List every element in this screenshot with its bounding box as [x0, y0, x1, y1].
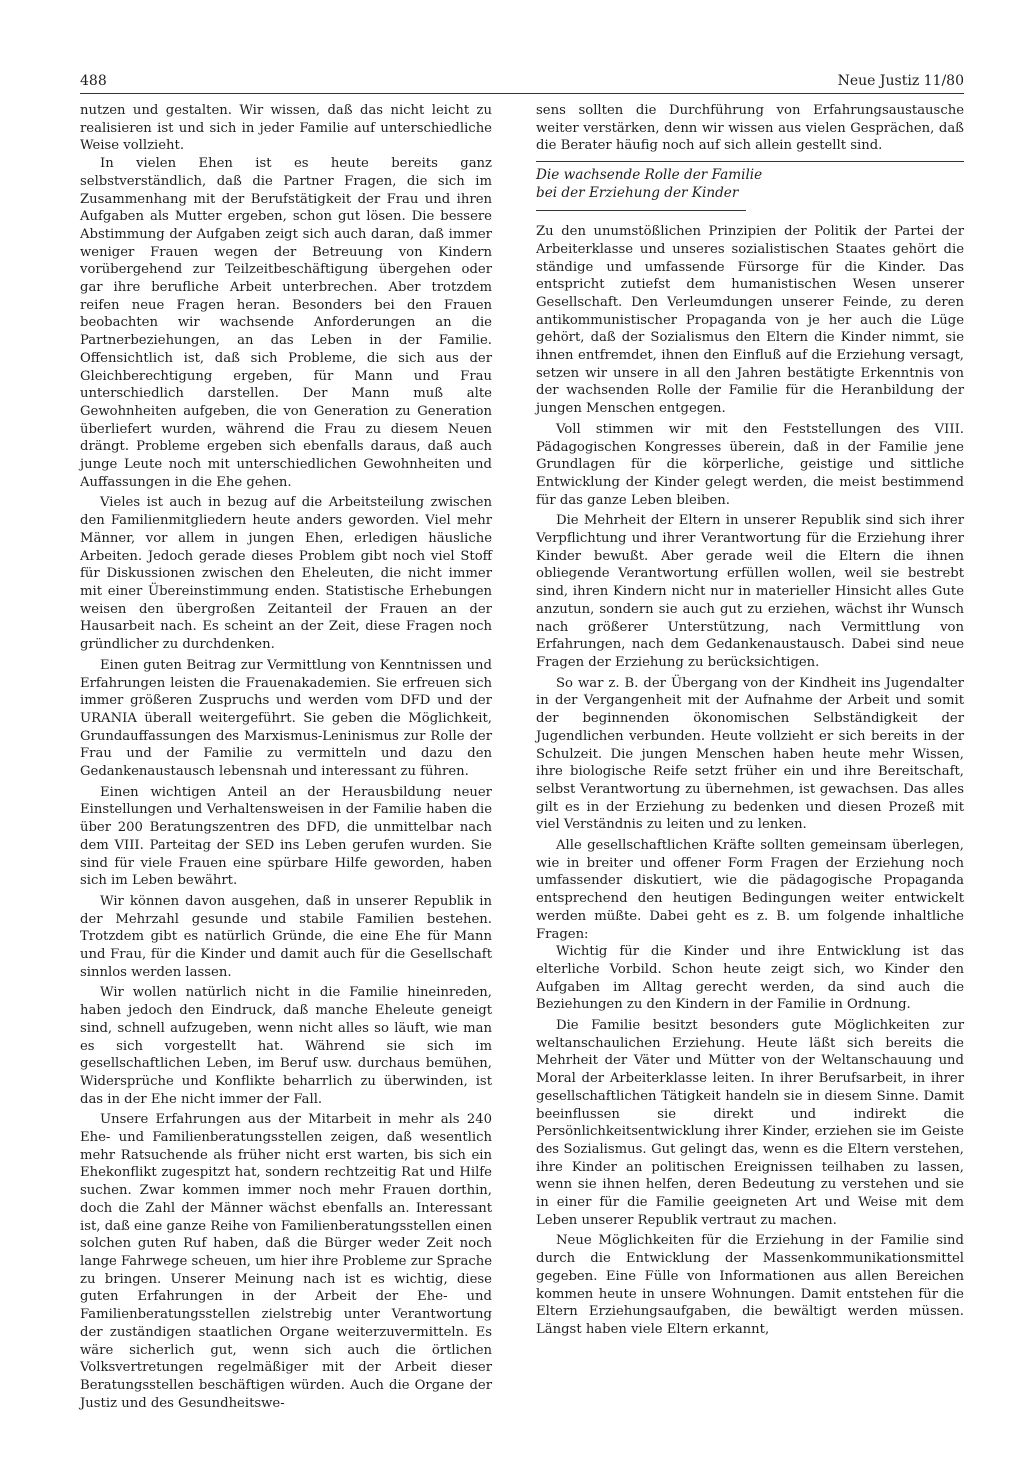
section-heading-line: Die wachsende Rolle der Familie [536, 167, 763, 184]
paragraph: Neue Möglichkeiten für die Erziehung in der Familie sind durch die Entwicklung der Massenkommunikationsmittel gegeben. Eine Fülle von Informationen aus allen Bereichen kommen heute in unsere Wohnungen. Damit entstehen für die Eltern Erziehungsaufgaben, die bewältigt werden müssen. Längst haben viele Eltern erkannt, [536, 1233, 964, 1337]
paragraph: Vieles ist auch in bezug auf die Arbeitsteilung zwischen den Familienmitgliedern heute anders geworden. Viel mehr Männer, vor allem in jungen Ehen, erledigen häusliche Arbeiten. Jedoch gerade dieses Problem gibt noch viel Stoff für Diskussionen zwischen den Eheleuten, die nicht immer mit einer Übereinstimmung enden. Statistische Erhebungen weisen den übergroßen Zeitanteil der Frauen an der Hausarbeit nach. Es scheint an der Zeit, diese Fragen noch gründlicher zu durchdenken. [80, 495, 492, 653]
paragraph: Wichtig für die Kinder und ihre Entwicklung ist das elterliche Vorbild. Schon heute zeigt sich, wo Kinder den Aufgaben im Alltag gerecht werden, da sind auch die Beziehungen zu den Kindern in der Familie in Ordnung. [536, 944, 964, 1013]
section-heading [536, 166, 964, 202]
paragraph: Wir können davon ausgehen, daß in unserer Republik in der Mehrzahl gesunde und stabile Familien bestehen. Trotzdem gibt es natürlich Gründe, die eine Ehe für Mann und Frau, für die Kinder und damit auch für die Gesellschaft sinnlos werden lassen. [80, 893, 492, 980]
paragraph: In vielen Ehen ist es heute bereits ganz selbstverständlich, daß die Partner Fragen, die sich im Zusammenhang mit der Berufstätigkeit der Frau und ihren Aufgaben als Mutter ergeben, schon gut lösen. Die bessere Abstimmung der Aufgaben zeigt sich auch daran, daß immer weniger Frauen wegen der Betreuung von Kindern vorübergehend zur Teilzeitbeschäftigung übergehen oder gar ihre berufliche Arbeit unterbrechen. Aber trotzdem reifen neue Fragen heran. Besonders bei den Frauen beobachten wir wachsende Anforderungen an die Partnerbeziehungen, an das Leben in der Familie. Offensichtlich ist, daß sich Probleme, die sich aus der Gleichberechtigung ergeben, für Mann und Frau unterschiedlich darstellen. Der Mann muß alte Gewohnheiten aufgeben, die von Generation zu Generation überliefert wurden, während die Frau zu diesem Neuen drängt. Probleme ergeben sich ebenfalls daraus, daß auch junge Leute noch mit unterschiedlichen Gewohnheiten und Auffassungen in die Ehe gehen. [80, 156, 492, 490]
paragraph: sens sollten die Durchführung von Erfahrungsaustausche weiter verstärken, denn wir wissen aus vielen Gesprächen, daß die Berater häufig noch auf sich allein gestellt sind. [536, 103, 964, 154]
paragraph: Zu den unumstößlichen Prinzipien der Politik der Partei der Arbeiterklasse und unseres sozialistischen Staates gehört die ständige und umfassende Fürsorge für die Kinder. Das entspricht zutiefst dem humanistischen Wesen unserer Gesellschaft. Den Verleumdungen unserer Feinde, zu deren antikommunistischer Propaganda von je her auch die Lüge gehört, daß der Sozialismus den Eltern die Kinder nimmt, sie ihnen entfremdet, ihnen den Einfluß auf die Erziehung versagt, setzen wir unsere in all den Jahren bestätigte Erkenntnis von der wachsenden Rolle der Familie für die Heranbildung der jungen Menschen entgegen. [536, 224, 964, 417]
right-column [536, 102, 964, 1339]
left-column [80, 102, 492, 1412]
paragraph: Die Familie besitzt besonders gute Möglichkeiten zur weltanschaulichen Erziehung. Heute läßt sich bereits die Mehrheit der Väter und Mütter von der Weltanschauung und Moral der Arbeiterklasse leiten. In ihrer Berufsarbeit, in ihrer gesellschaftlichen Tätigkeit handeln sie in diesem Sinne. Damit beeinflussen sie direkt und indirekt die Persönlichkeitsentwicklung ihrer Kinder, erziehen sie im Geiste des Sozialismus. Gut gelingt das, wenn es die Eltern verstehen, ihre Kinder an politischen Ereignissen teilhaben zu lassen, wenn sie ihnen helfen, deren Bedeutung zu verstehen und sie in einer für die Familie geeigneten Art und Weise mit dem Leben unserer Republik vertraut zu machen. [536, 1018, 964, 1228]
paragraph: Voll stimmen wir mit den Feststellungen des VIII. Pädagogischen Kongresses überein, daß in der Familie jene Grundlagen für die körperliche, geistige und sittliche Entwicklung der Kinder gelegt werden, die meist bestimmend für das ganze Leben bleiben. [536, 421, 964, 508]
header-rule [80, 93, 964, 94]
page-number: 488 [80, 73, 107, 89]
paragraph: nutzen und gestalten. Wir wissen, daß das nicht leicht zu realisieren ist und sich in jeder Familie auf unterschiedliche Weise vollzieht. [80, 103, 492, 154]
paragraph: So war z. B. der Übergang von der Kindheit ins Jugendalter in der Vergangenheit mit der Aufnahme der Arbeit und somit der beginnenden ökonomischen Selbständigkeit der Jugendlichen verbunden. Heute vollzieht er sich bereits in der Schulzeit. Die jungen Menschen haben heute mehr Wissen, ihre biologische Reife setzt früher ein und ihre Bereitschaft, selbst Verantwortung zu übernehmen, ist gewachsen. Das alles gilt es in der Erziehung zu bedenken und diesen Prozeß mit viel Verständnis zu leiten und zu lenken. [536, 675, 964, 833]
paragraph: Einen guten Beitrag zur Vermittlung von Kenntnissen und Erfahrungen leisten die Frauenakademien. Sie erfreuen sich immer größeren Zuspruchs und werden vom DFD und der URANIA überall weitergeführt. Sie geben die Möglichkeit, Grundauffassungen des Marxismus-Leninismus zur Rolle der Frau und der Familie zu vermitteln und dazu den Gedankenaustausch lebensnah und interessant zu führen. [80, 657, 492, 780]
paragraph: Die Mehrheit der Eltern in unserer Republik sind sich ihrer Verpflichtung und ihrer Verantwortung für die Erziehung ihrer Kinder bewußt. Aber gerade weil die Eltern die ihnen obliegende Verantwortung erfüllen wollen, weil sie bestrebt sind, ihren Kindern nicht nur in materieller Hinsicht alles Gute anzutun, sondern sie auch gut zu erziehen, wächst ihr Wunsch nach größerer Unterstützung, nach Vermittlung von Erfahrungen, nach dem Gedankenaustausch. Dabei sind neue Fragen der Erziehung zu berücksichtigen. [536, 513, 964, 670]
paragraph: Einen wichtigen Anteil an der Herausbildung neuer Einstellungen und Verhaltensweisen in der Familie haben die über 200 Beratungszentren des DFD, die unmittelbar nach dem VIII. Parteitag der SED ins Leben gerufen wurden. Sie sind für viele Frauen eine spürbare Hilfe geworden, haben sich im Leben bewährt. [80, 784, 492, 889]
section-heading-line: bei der Erziehung der Kinder [536, 185, 739, 202]
paragraph: Unsere Erfahrungen aus der Mitarbeit in mehr als 240 Ehe- und Familienberatungsstellen zeigen, daß wesentlich mehr Ratsuchende als früher nicht erst warten, bis sich ein Ehekonflikt zugespitzt hat, sondern rechtzeitig Rat und Hilfe suchen. Zwar kommen immer noch mehr Frauen dorthin, doch die Zahl der Männer wächst ebenfalls an. Interessant ist, daß eine ganze Reihe von Familienberatungsstellen einen solchen guten Ruf haben, daß die Bürger weder Zeit noch lange Fahrwege scheuen, um hier ihre Probleme zur Sprache zu bringen. Unserer Meinung nach ist es wichtig, diese guten Erfahrungen in der Arbeit der Ehe- und Familienberatungsstellen zielstrebig unter Verantwortung der zuständigen staatlichen Organe weiterzuvermitteln. Es wäre sicherlich gut, wenn sich auch die örtlichen Volksvertretungen regelmäßiger mit der Arbeit dieser Beratungsstellen beschäftigen würden. Auch die Organe der Justiz und des Gesundheitswe- [80, 1112, 492, 1411]
section-rule [536, 161, 964, 162]
paragraph: Wir wollen natürlich nicht in die Familie hineinreden, haben jedoch den Eindruck, daß manche Eheleute geneigt sind, schnell aufzugeben, wenn nicht alles so läuft, wie man es sich vorgestellt hat. Während sie sich im gesellschaftlichen Leben, im Beruf usw. durchaus bemühen, Widersprüche und Konflikte beharrlich zu überwinden, ist das in der Ehe nicht immer der Fall. [80, 985, 492, 1107]
paragraph: Alle gesellschaftlichen Kräfte sollten gemeinsam überlegen, wie in breiter und offener Form Fragen der Erziehung noch umfassender diskutiert, wie die pädagogische Propaganda entsprechend den heutigen Bedingungen weiter entwickelt werden müßte. Dabei geht es z. B. um folgende inhaltliche Fragen: [536, 838, 964, 942]
page-header [80, 72, 964, 90]
journal-title: Neue Justiz 11/80 [837, 73, 964, 89]
heading-rule [536, 210, 746, 211]
